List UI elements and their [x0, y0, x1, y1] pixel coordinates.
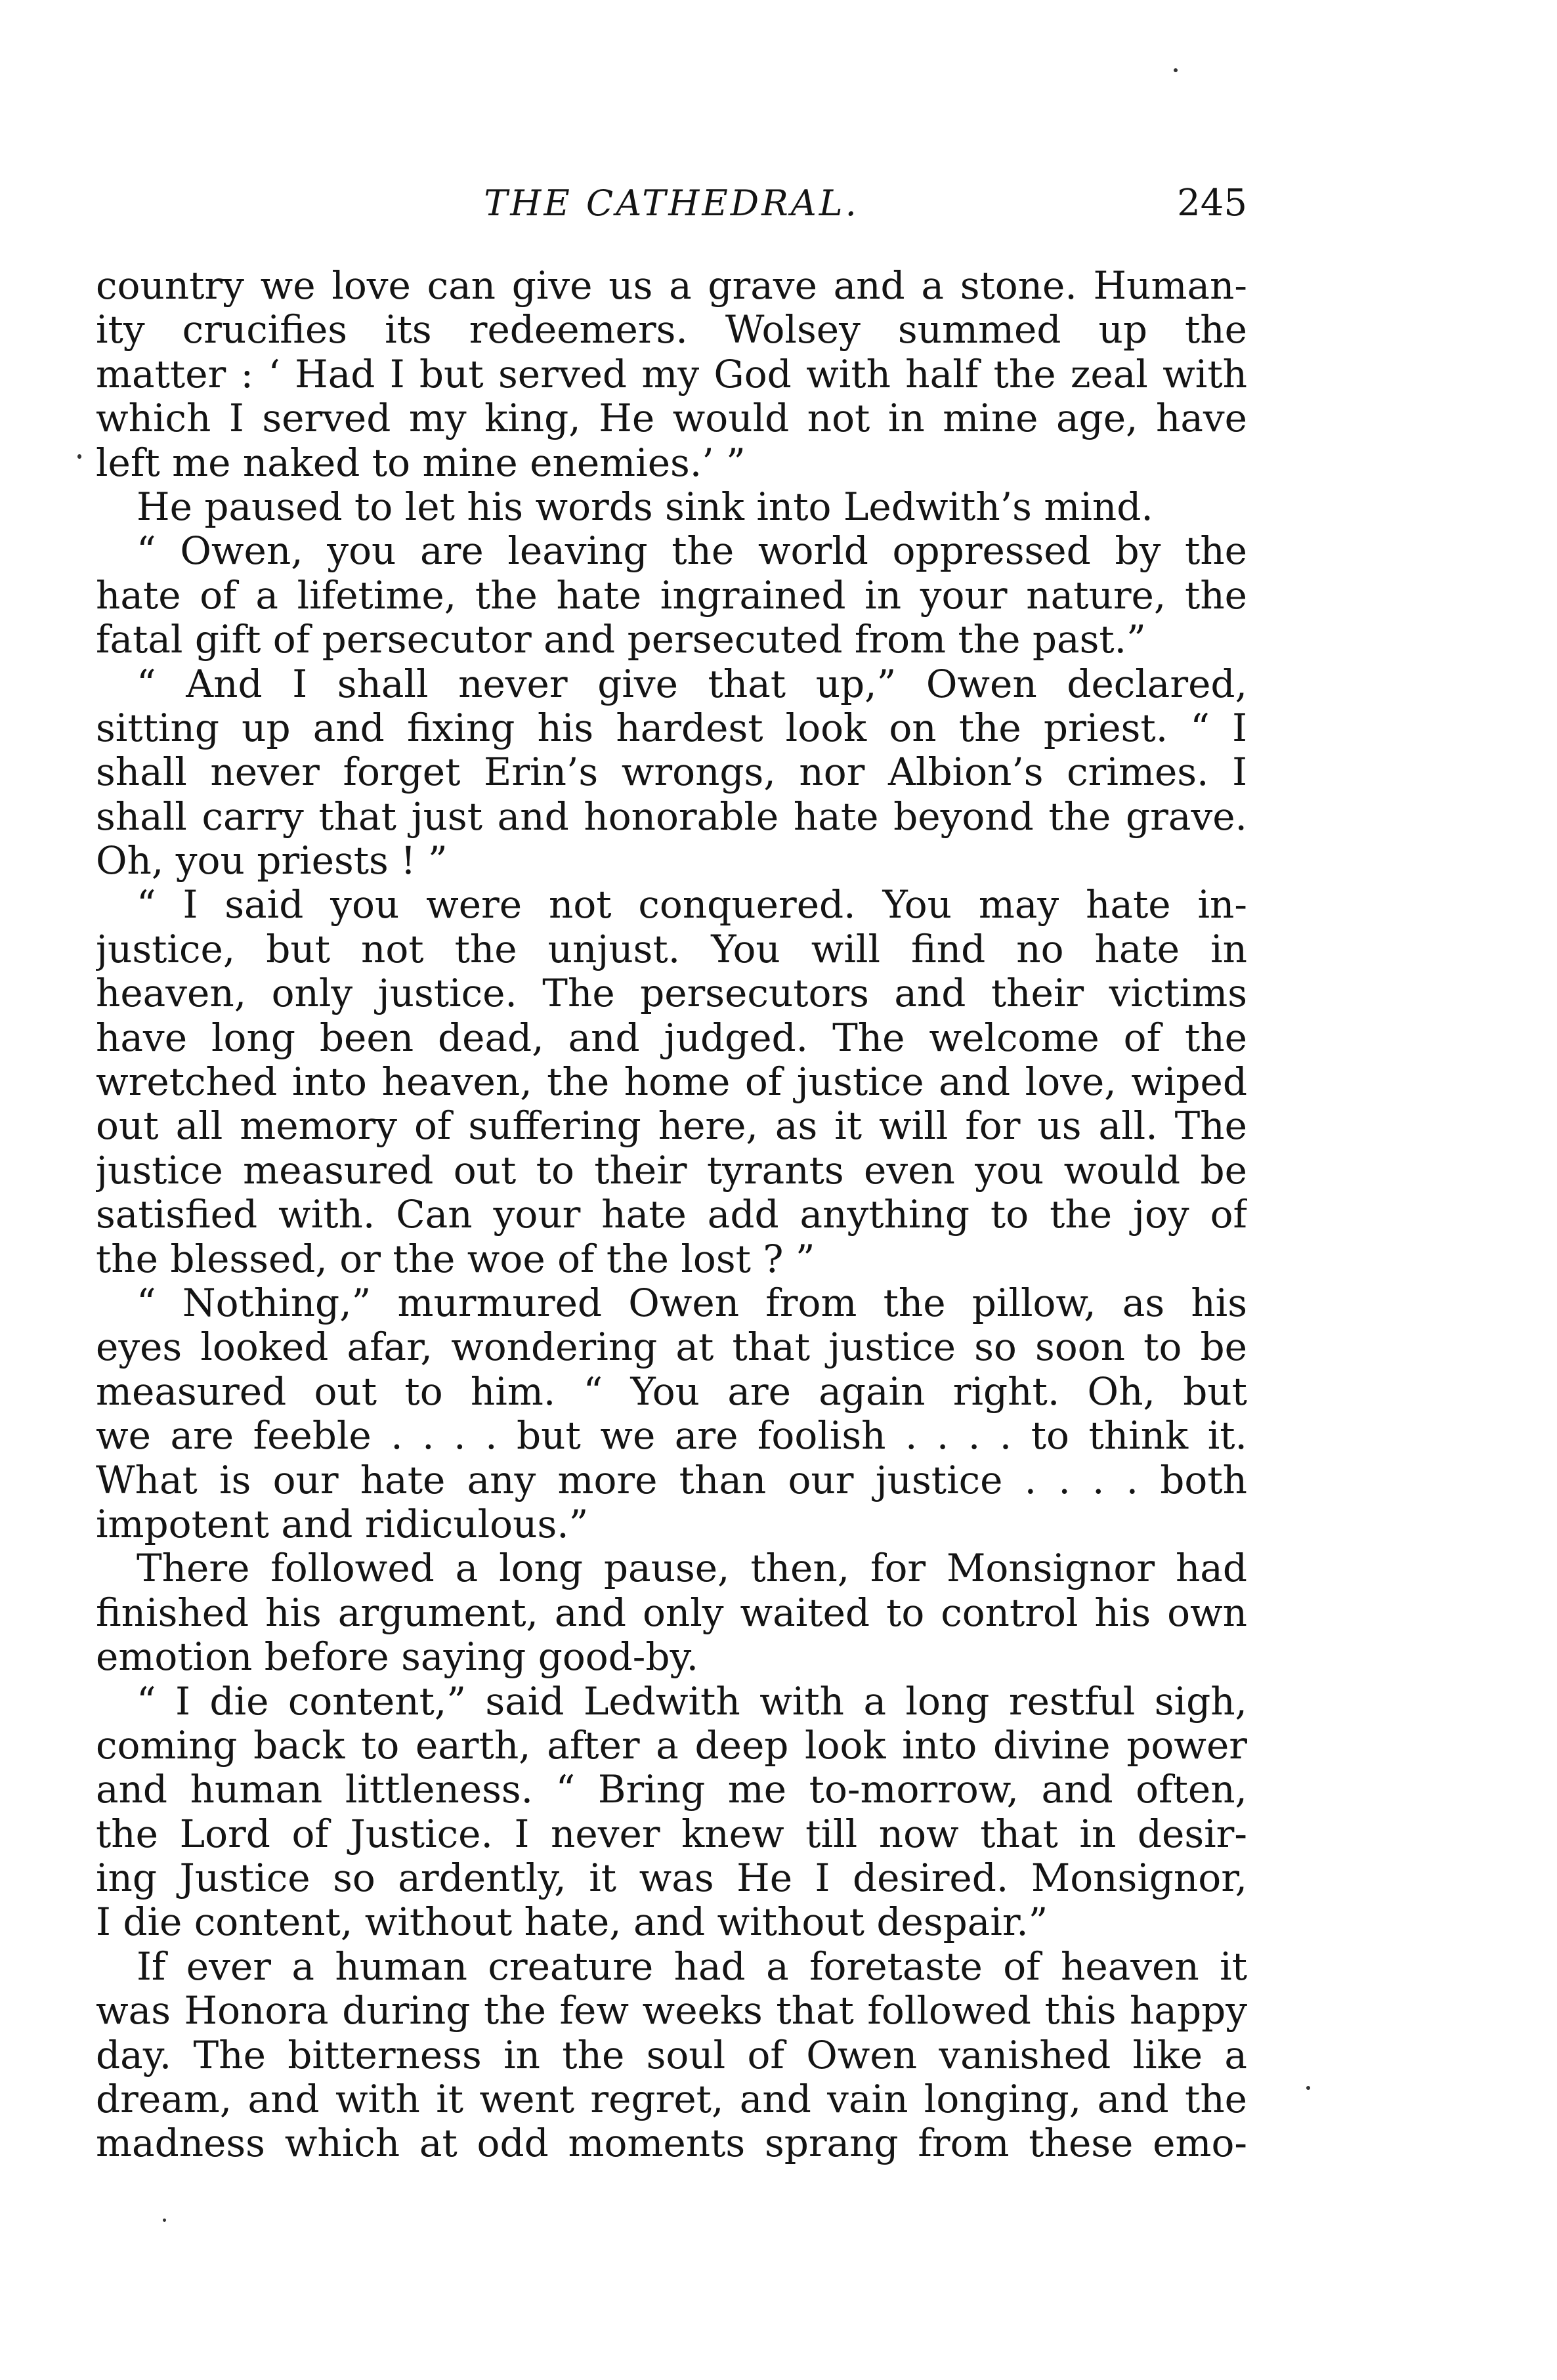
text-line: measured out to him. “ You are again right. Oh, but	[96, 1369, 1247, 1414]
text-line: day. The bitterness in the soul of Owen vanished like a	[96, 2033, 1247, 2077]
text-line: He paused to let his words sink into Ledwith’s mind.	[137, 484, 1153, 529]
text-line: dream, and with it went regret, and vain longing, and the	[96, 2077, 1247, 2122]
text-line: If ever a human creature had a foretaste of heaven it	[137, 1944, 1247, 1989]
text-line: There followed a long pause, then, for Monsignor had	[137, 1546, 1247, 1591]
text-line: fatal gift of persecutor and persecuted from the past.”	[96, 618, 1146, 662]
text-line: matter : ‘ Had I but served my God with half the zeal with	[96, 352, 1247, 396]
print-speck	[1174, 68, 1178, 72]
text-line: the Lord of Justice. I never knew till now that in desir-	[96, 1812, 1247, 1856]
page-number: 245	[1177, 182, 1247, 224]
running-title: THE CATHEDRAL.	[484, 182, 859, 224]
text-line: impotent and ridiculous.”	[96, 1502, 589, 1546]
text-line: “ And I shall never give that up,” Owen declared,	[137, 662, 1247, 706]
body-text	[96, 264, 1247, 2166]
text-line: “ Owen, you are leaving the world oppressed by the	[137, 529, 1247, 574]
text-line: was Honora during the few weeks that followed this happy	[96, 1989, 1247, 2033]
text-line: ity crucifies its redeemers. Wolsey summed up the	[96, 308, 1247, 352]
print-speck	[163, 2219, 166, 2222]
text-line: which I served my king, He would not in mine age, have	[96, 396, 1247, 441]
text-line: I die content, without hate, and without despair.”	[96, 1900, 1048, 1945]
text-line: we are feeble . . . . but we are foolish . . . . to think it.	[96, 1414, 1247, 1458]
print-speck	[1306, 2086, 1310, 2090]
text-line: madness which at odd moments sprang from these emo-	[96, 2121, 1247, 2166]
text-line: Oh, you priests ! ”	[96, 839, 448, 883]
text-line: “ I said you were not conquered. You may hate in-	[137, 883, 1247, 927]
text-line: country we love can give us a grave and a stone. Human-	[96, 264, 1247, 308]
text-line: satisfied with. Can your hate add anything to the joy of	[96, 1193, 1247, 1237]
text-line: and human littleness. “ Bring me to-morrow, and often,	[96, 1768, 1247, 1812]
text-line: finished his argument, and only waited to control his own	[96, 1590, 1247, 1635]
text-line: justice measured out to their tyrants even you would be	[96, 1148, 1247, 1193]
text-line: shall never forget Erin’s wrongs, nor Albion’s crimes. I	[96, 750, 1247, 795]
text-line: coming back to earth, after a deep look into divine power	[96, 1723, 1247, 1768]
text-line: shall carry that just and honorable hate beyond the grave.	[96, 794, 1247, 839]
text-line: have long been dead, and judged. The welcome of the	[96, 1015, 1247, 1060]
text-line: heaven, only justice. The persecutors and their victims	[96, 971, 1247, 1016]
text-line: left me naked to mine enemies.’ ”	[96, 440, 746, 485]
text-line: justice, but not the unjust. You will find no hate in	[96, 927, 1247, 971]
text-line: eyes looked afar, wondering at that justice so soon to be	[96, 1325, 1247, 1370]
text-line: the blessed, or the woe of the lost ? ”	[96, 1237, 815, 1281]
text-line: out all memory of suffering here, as it will for us all. The	[96, 1104, 1247, 1149]
text-line: “ I die content,” said Ledwith with a long restful sigh,	[137, 1679, 1247, 1724]
text-line: hate of a lifetime, the hate ingrained in your nature, the	[96, 573, 1247, 618]
print-speck	[77, 454, 81, 459]
text-line: “ Nothing,” murmured Owen from the pillow, as his	[137, 1281, 1247, 1325]
text-line: wretched into heaven, the home of justice and love, wiped	[96, 1060, 1247, 1105]
text-line: emotion before saying good-by.	[96, 1635, 699, 1680]
text-line: ing Justice so ardently, it was He I desired. Monsignor,	[96, 1856, 1247, 1901]
text-line: What is our hate any more than our justice . . . . both	[96, 1458, 1247, 1502]
page-header	[96, 177, 1247, 230]
text-line: sitting up and fixing his hardest look on the priest. “ I	[96, 706, 1247, 750]
